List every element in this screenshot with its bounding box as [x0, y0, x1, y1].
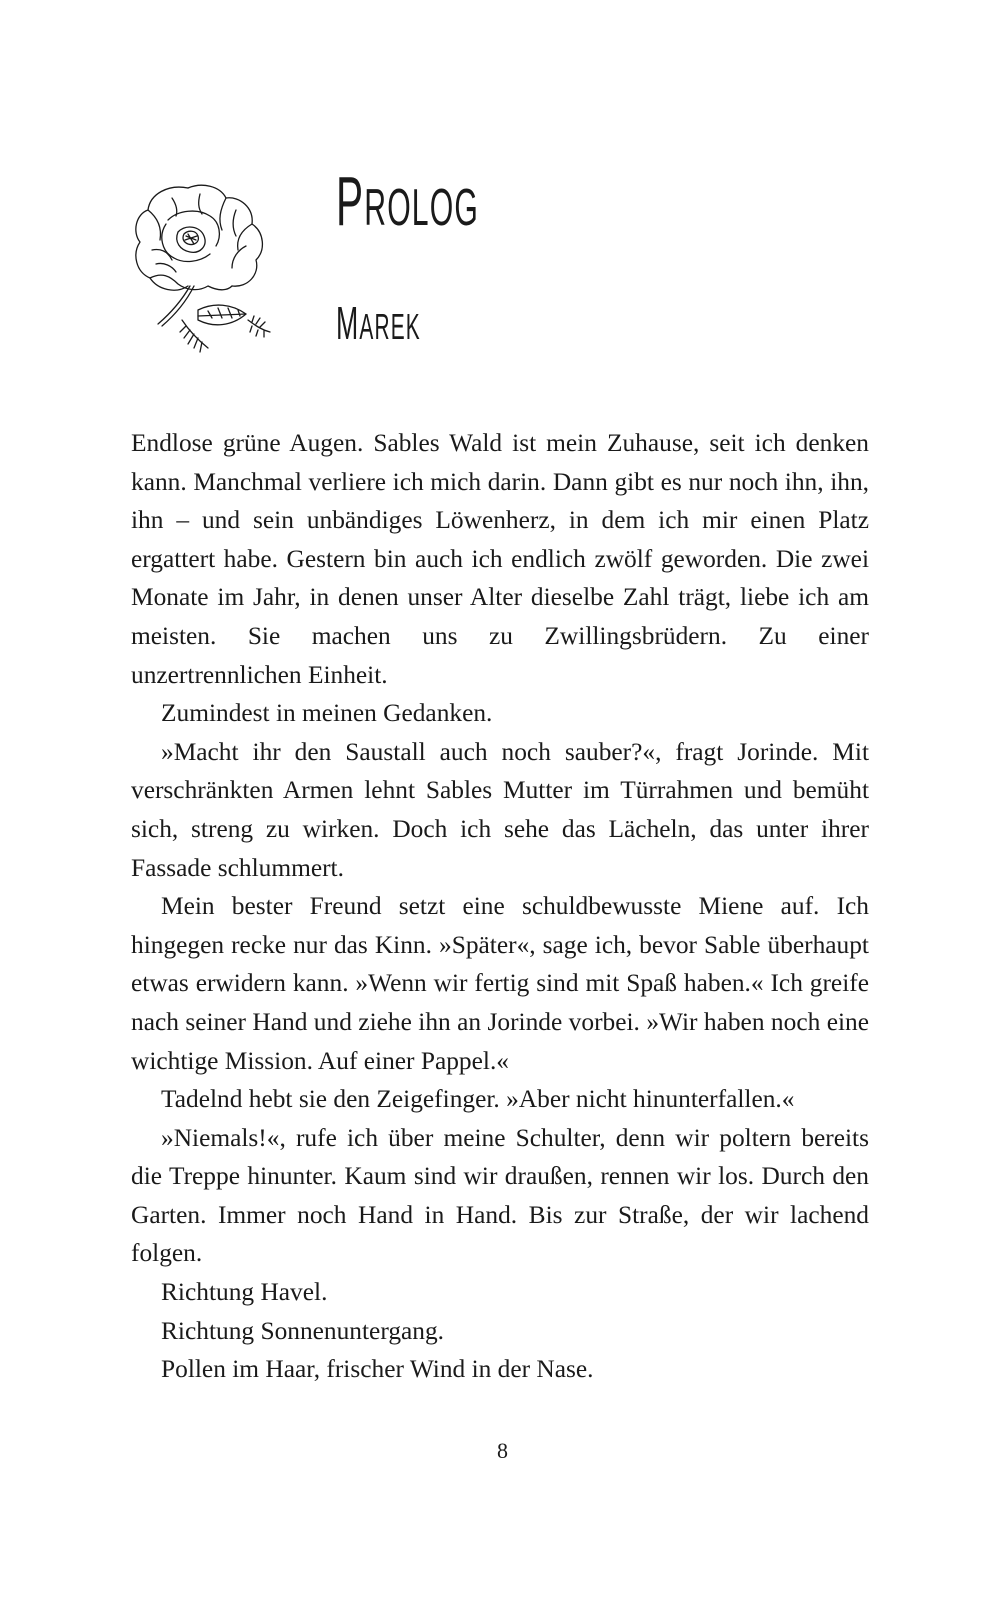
paragraph-2: Zumindest in meinen Gedanken.	[161, 699, 493, 728]
chapter-subtitle-rest: AREK	[359, 306, 421, 347]
paragraph-9: Pollen im Haar, frischer Wind in der Nase.	[161, 1355, 594, 1384]
page-number: 8	[497, 1438, 508, 1463]
chapter-title-initial: P	[336, 162, 365, 240]
paragraph-1: Endlose grüne Augen. Sables Wald ist mein Zuhause, seit ich denken kann. Manchmal verliere ich mich darin. Dann gibt es nur noch ihn, ihn, ihn – und sein unbändiges Löwenherz, in dem ich mir einen Platz ergattert habe. Gestern bin auch ich endlich zwölf geworden. Die zwei Monate im Jahr, in denen unser Alter dieselbe Zahl trägt, liebe ich am meisten. Sie machen uns zu Zwillingsbrüdern. Zu einer unzertrennlichen Einheit.	[131, 429, 869, 689]
paragraph-4: Mein bester Freund setzt eine schuldbewusste Miene auf. Ich hingegen recke nur das Kinn. »Später«, sage ich, bevor Sable überhaupt etwas erwidern kann. »Wenn wir fertig sind mit Spaß haben.« Ich greife nach seiner Hand und ziehe ihn an Jorinde vorbei. »Wir haben noch eine wichtige Mission. Auf einer Pappel.«	[131, 892, 869, 1075]
chapter-subtitle-initial: M	[336, 297, 360, 349]
chapter-title	[336, 162, 479, 240]
paragraph-5: Tadelnd hebt sie den Zeigefinger. »Aber nicht hinunterfallen.«	[161, 1085, 795, 1114]
paragraph-8: Richtung Sonnenuntergang.	[161, 1316, 445, 1345]
paragraph-3: »Macht ihr den Saustall auch noch sauber?«, fragt Jorinde. Mit verschränkten Armen lehnt Sables Mutter im Türrahmen und bemüht sich, streng zu wirken. Doch ich sehe das Lächeln, das unter ihrer Fassade schlummert.	[131, 737, 869, 882]
poppy-flower-icon	[128, 180, 278, 360]
chapter-title-rest: ROLOG	[364, 179, 479, 237]
chapter-body	[131, 424, 869, 1389]
chapter-subtitle	[336, 297, 421, 349]
paragraph-6: »Niemals!«, rufe ich über meine Schulter, denn wir poltern bereits die Treppe hinunter. Kaum sind wir draußen, rennen wir los. Durch den Garten. Immer noch Hand in Hand. Bis zur Straße, der wir lachend folgen.	[131, 1123, 869, 1268]
paragraph-7: Richtung Havel.	[161, 1278, 328, 1307]
